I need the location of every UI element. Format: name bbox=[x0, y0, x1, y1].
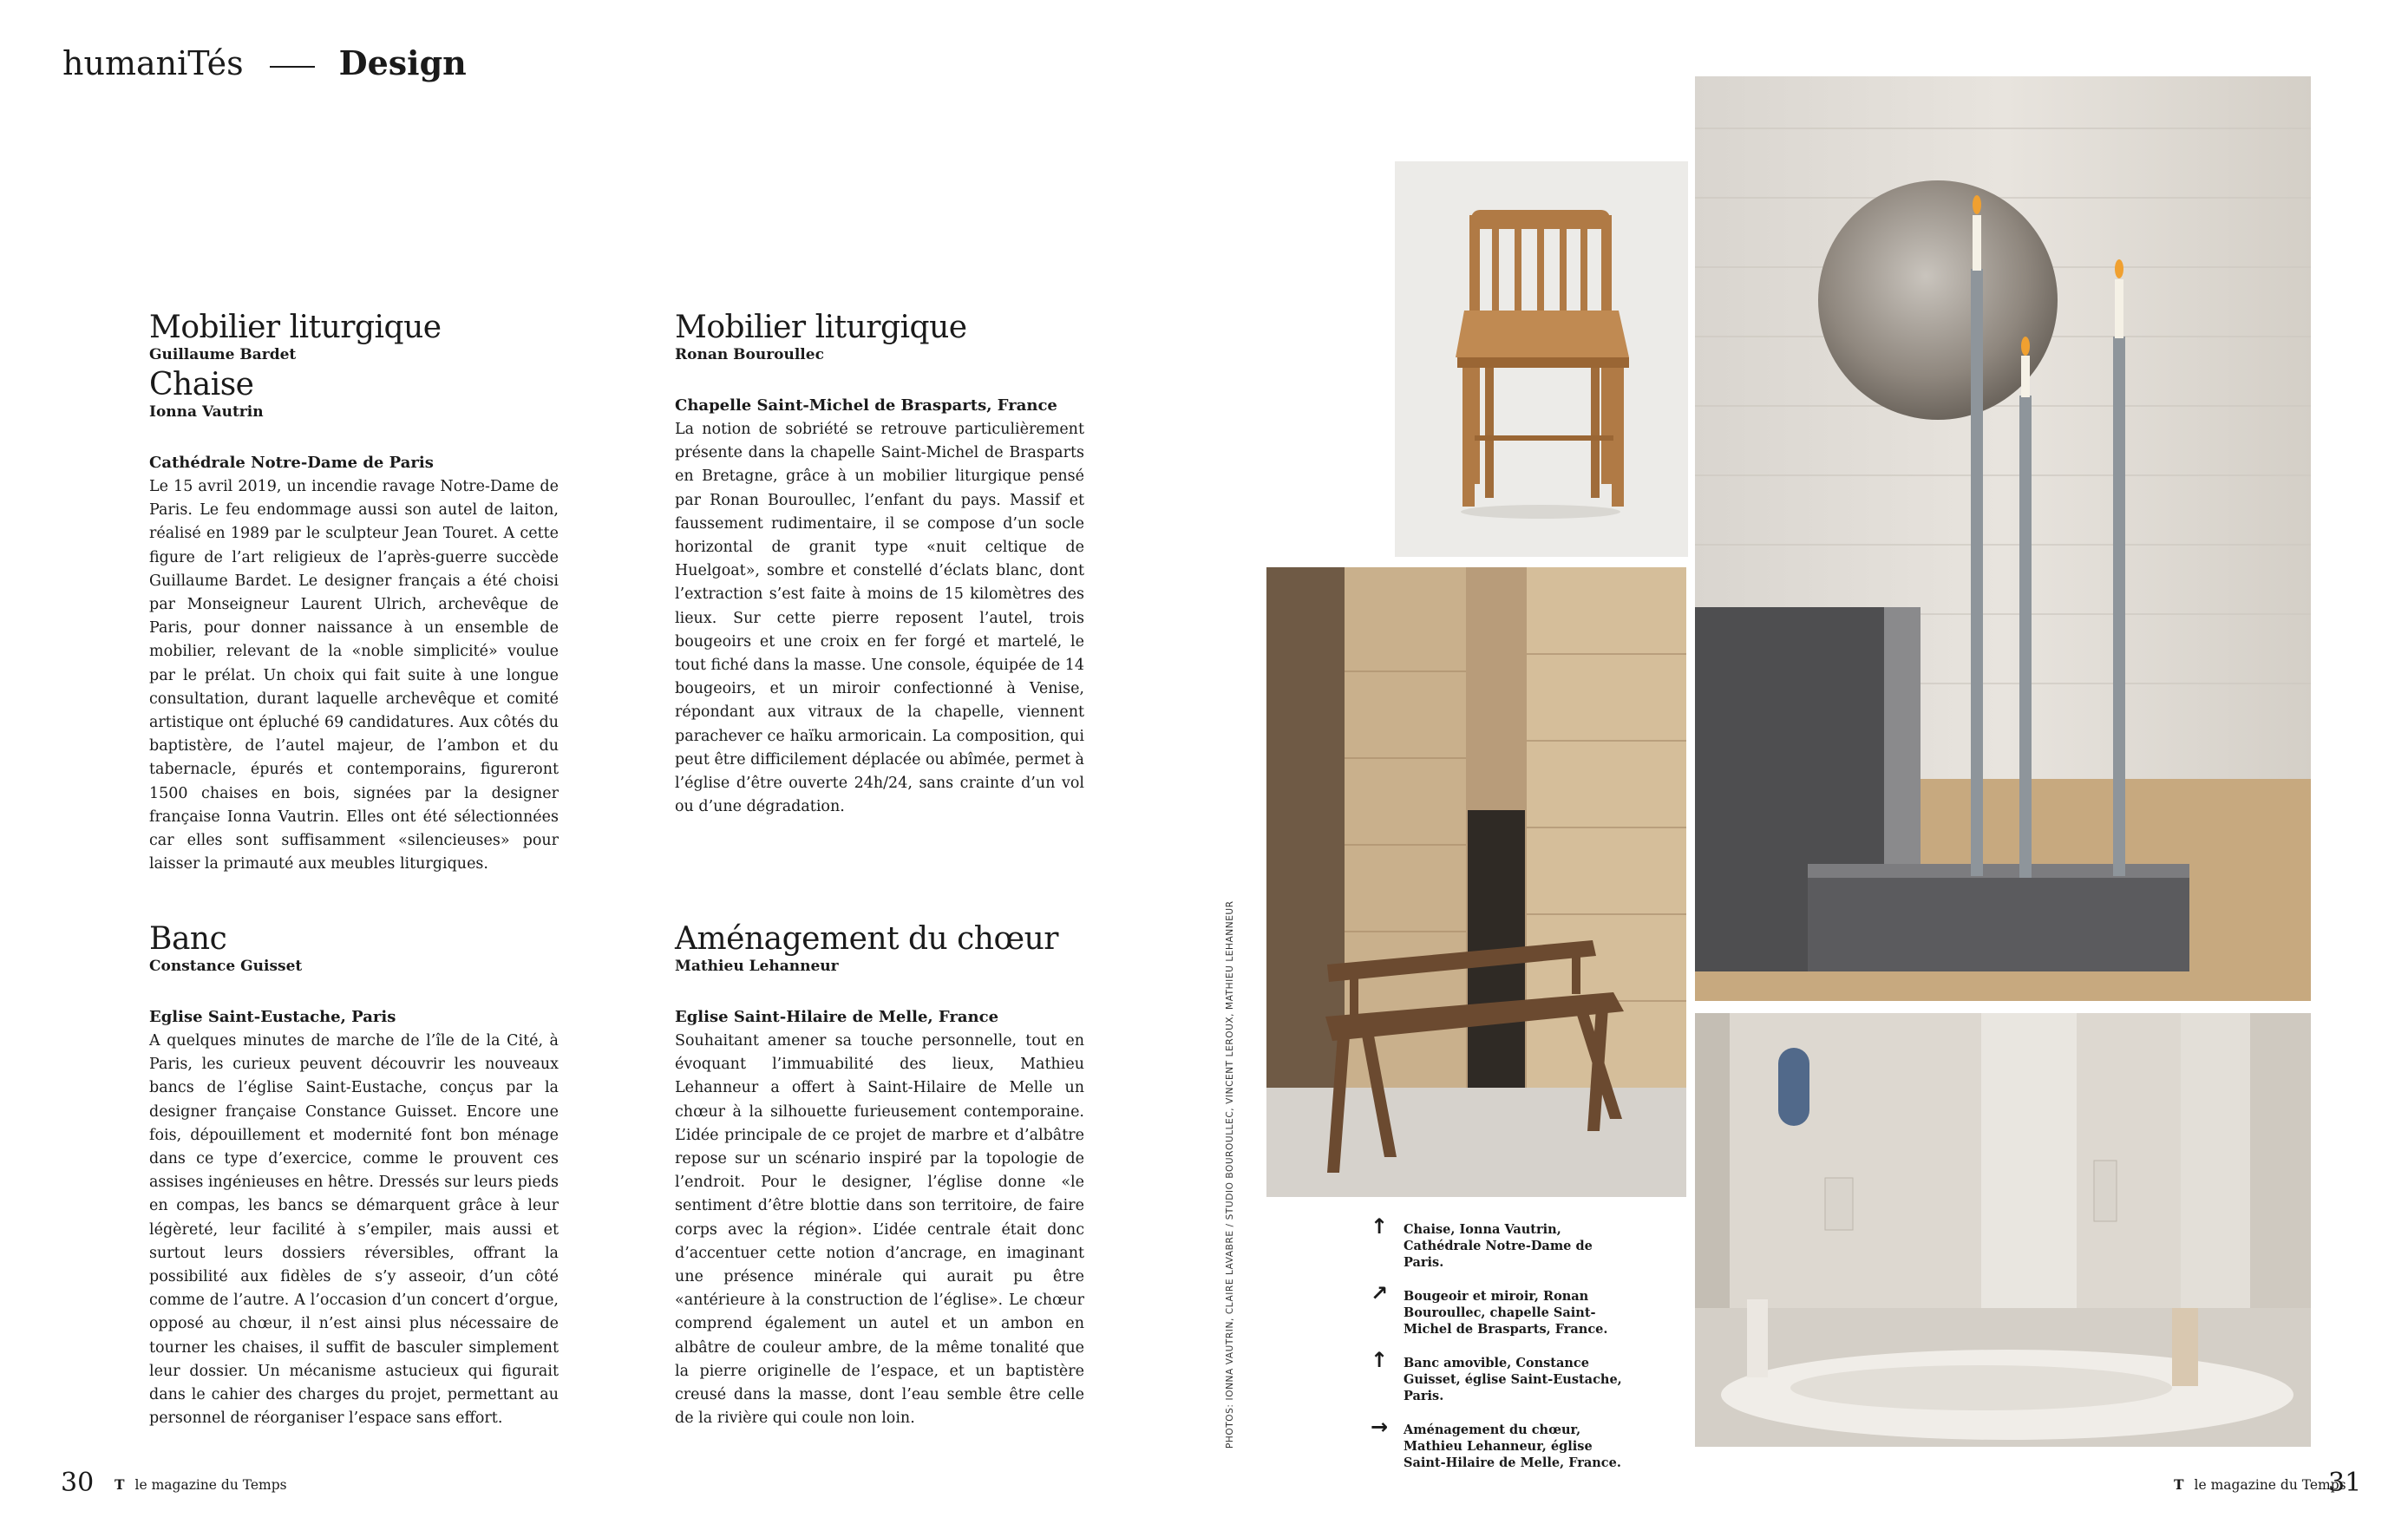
arrow-up-right-icon: ↗ bbox=[1371, 1281, 1389, 1305]
article-place: Cathédrale Notre-Dame de Paris bbox=[149, 454, 434, 472]
photo-captions bbox=[1371, 1214, 1631, 1488]
arrow-up-icon: ↑ bbox=[1371, 1348, 1389, 1372]
choir-photo bbox=[1695, 1013, 2311, 1447]
magazine-name-right bbox=[2174, 1476, 2346, 1493]
caption-text: Banc amovible, Constance Guisset, église Saint-Eustache, Paris. bbox=[1404, 1356, 1622, 1403]
article-author: Mathieu Lehanneur bbox=[675, 958, 839, 975]
caption-item bbox=[1371, 1214, 1631, 1271]
photo-credit: PHOTOS: IONNA VAUTRIN, CLAIRE LAVABRE / STUDIO BOUROULLEC, VINCENT LEROUX, MATHIEU LEHANNEUR bbox=[1225, 900, 1235, 1449]
candle-photo bbox=[1695, 76, 2311, 1001]
article-subauthor: Ionna Vautrin bbox=[149, 403, 264, 421]
rubric-separator bbox=[270, 66, 315, 68]
magazine-mark: T bbox=[2174, 1476, 2184, 1493]
article-body: Le 15 avril 2019, un incendie ravage Notre-Dame de Paris. Le feu endommage aussi son autel de laiton, réalisé en 1989 par le sculpteur Jean Touret. A cette figure de l’art religieux de l’après-guerre succède Guillaume Bardet. Le designer français a été choisi par Monseigneur Laurent Ulrich, archevêque de Paris, pour donner naissance à un ensemble de mobilier, relevant de la «noble simplicité» voulue par le prélat. Un choix qui fait suite à une longue consultation, durant laquelle archevêque et comité artistique ont épluché 69 candidatures. Aux côtés du baptistère, de l’autel majeur, de l’ambon et du tabernacle, épurés et contemporains, figureront 1500 chaises en bois, signées par la designer française Ionna Vautrin. Elles ont été sélectionnées car elles sont suffisamment «silencieuses» pour laisser la primauté aux meubles liturgiques. bbox=[149, 478, 559, 873]
article-body: A quelques minutes de marche de l’île de la Cité, à Paris, les curieux peuvent découvrir les nouveaux bancs de l’église Saint-Eustache, conçus par la designer française Constance Guisset. Encore une fois, dépouillement et modernité font bon ménage dans ce type d’exercice, comme le prouvent ces assises ingénieuses en hêtre. Dressés sur leurs pieds en compas, les bancs se démarquent grâce à leur légèreté, leur facilité à s’empiler, mais aussi et surtout leurs dossiers réversibles, offrant la possibilité aux fidèles de s’y asseoir, d’un côté comme de l’autre. A l’occasion d’un concert d’orgue, opposé au chœur, il n’est ainsi plus nécessaire de tourner les chaises, il suffit de basculer simplement leur dossier. Un mécanisme astucieux qui figurait dans le cahier des charges du projet, permettant au personnel de réorganiser l’espace sans effort. bbox=[149, 1032, 559, 1428]
article-title: Mobilier liturgique bbox=[675, 310, 967, 345]
article-banc bbox=[149, 922, 559, 1430]
article-place: Eglise Saint-Hilaire de Melle, France bbox=[675, 1008, 999, 1026]
article-body: La notion de sobriété se retrouve particulièrement présente dans la chapelle Saint-Michel de Brasparts en Bretagne, grâce à un mobilier liturgique pensé par Ronan Bouroullec, l’enfant du pays. Massif et faussement rudimentaire, il se compose d’un socle horizontal de granit type «nuit celtique de Huelgoat», sombre et constellé d’éclats blanc, dont l’extraction s’est faite à moins de 15 kilomètres des lieux. Sur cette pierre reposent l’autel, trois bougeoirs et une croix en fer forgé et martelé, le tout fiché dans la masse. Une console, équipée de 14 bougeoirs, et un miroir confectionné à Venise, répondant aux vitraux de la chapelle, viennent parachever ce haïku armoricain. La composition, qui peut être difficilement déplacée ou abîmée, permet à l’église d’être ouverte 24h/24, sans crainte d’un vol ou d’une dégradation. bbox=[675, 421, 1084, 816]
page-number-left: 30 bbox=[61, 1468, 95, 1498]
article-title: Banc bbox=[149, 921, 227, 957]
article-chaise bbox=[149, 311, 559, 876]
article-author: Guillaume Bardet bbox=[149, 346, 297, 363]
caption-item bbox=[1371, 1348, 1631, 1404]
page-number-right: 31 bbox=[2328, 1468, 2362, 1498]
rubric-name: humaniTés bbox=[62, 44, 244, 82]
magazine-name-left bbox=[115, 1476, 287, 1493]
rubric-header bbox=[62, 43, 467, 82]
article-title: Aménagement du chœur bbox=[675, 921, 1058, 957]
section-name: Design bbox=[338, 43, 467, 82]
caption-text: Chaise, Ionna Vautrin, Cathédrale Notre-Dame de Paris. bbox=[1404, 1222, 1593, 1270]
magazine-title: le magazine du Temps bbox=[134, 1477, 287, 1493]
arrow-up-icon: ↑ bbox=[1371, 1214, 1389, 1239]
article-author: Constance Guisset bbox=[149, 958, 303, 975]
caption-text: Bougeoir et miroir, Ronan Bouroullec, chapelle Saint-Michel de Brasparts, France. bbox=[1404, 1289, 1608, 1337]
magazine-title: le magazine du Temps bbox=[2194, 1477, 2346, 1493]
article-subtitle: Chaise bbox=[149, 367, 254, 402]
magazine-mark: T bbox=[115, 1476, 125, 1493]
chair-photo bbox=[1395, 161, 1688, 557]
arrow-right-icon: → bbox=[1371, 1415, 1389, 1439]
caption-item bbox=[1371, 1415, 1631, 1471]
article-bougeoir bbox=[675, 311, 1084, 819]
article-choeur bbox=[675, 922, 1084, 1430]
article-author: Ronan Bouroullec bbox=[675, 346, 824, 363]
article-body: Souhaitant amener sa touche personnelle, tout en évoquant l’immuabilité des lieux, Mathieu Lehanneur a offert à Saint-Hilaire de Melle un chœur à la silhouette furieusement contemporaine. L’idée principale de ce projet de marbre et d’albâtre repose sur un scénario inspiré par la topologie de l’endroit. Pour le designer, l’église donne «le sentiment d’être blottie dans son territoire, de faire corps avec la région». L’idée centrale était donc d’accentuer cette notion d’ancrage, en imaginant une présence minérale qui aurait pu être «antérieure à la construction de l’église». Le chœur comprend également un autel et un ambon en albâtre de couleur ambre, de la même tonalité que la pierre originelle de l’espace, et un baptistère creusé dans la masse, dont l’eau semble être celle de la rivière qui coule non loin. bbox=[675, 1032, 1084, 1428]
caption-item bbox=[1371, 1281, 1631, 1338]
article-title: Mobilier liturgique bbox=[149, 310, 442, 345]
caption-text: Aménagement du chœur, Mathieu Lehanneur, église Saint-Hilaire de Melle, France. bbox=[1404, 1423, 1621, 1470]
bench-photo bbox=[1266, 567, 1686, 1197]
article-place: Chapelle Saint-Michel de Brasparts, France bbox=[675, 396, 1057, 415]
article-place: Eglise Saint-Eustache, Paris bbox=[149, 1008, 396, 1026]
